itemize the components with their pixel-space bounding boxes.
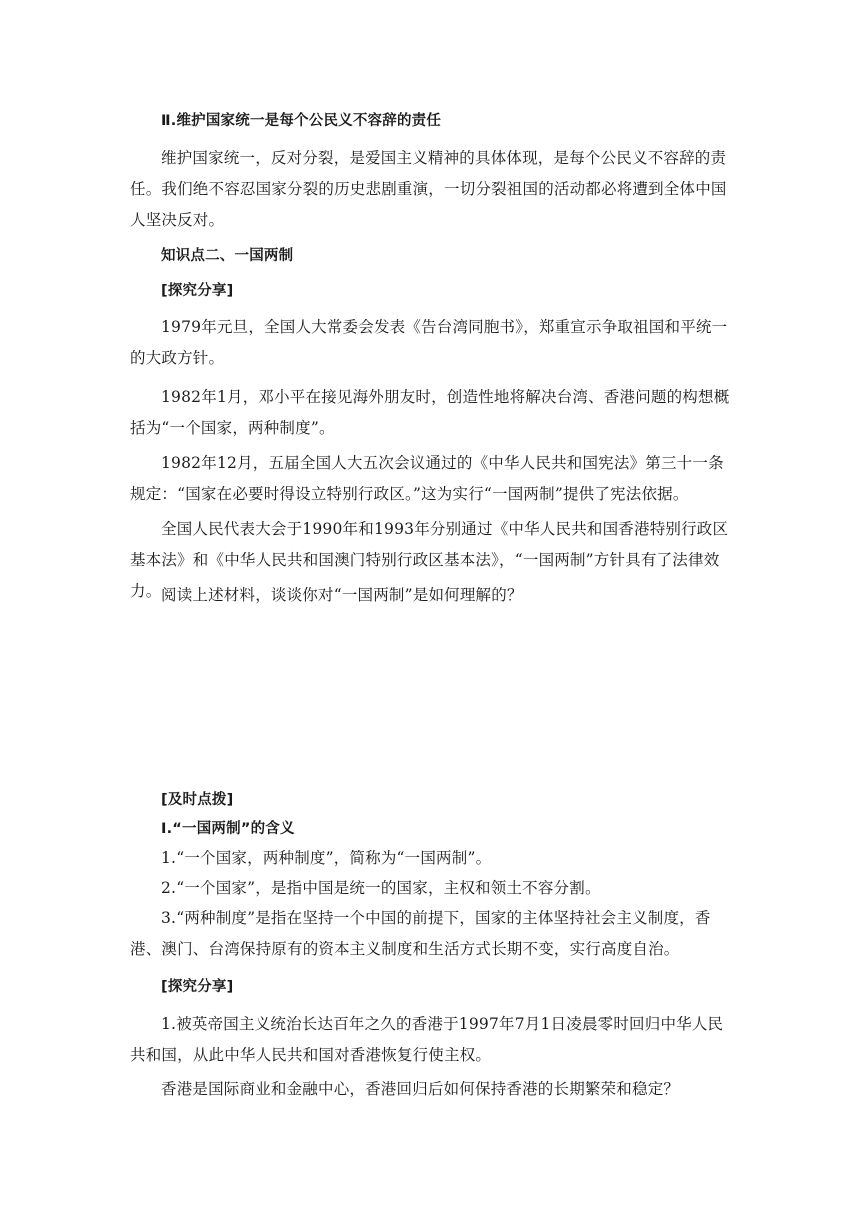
paragraph-question: 阅读上述材料，谈谈你对“一国两制”是如何理解的？ (161, 586, 523, 604)
paragraph-1979: 1979年元旦，全国人大常委会发表《告台湾同胞书》，郑重宣示争取祖国和平统一的大政方针。 (130, 318, 728, 367)
paragraph-1982-jan: 1982年1月，邓小平在接见海外朋友时，创造性地将解决台湾、香港问题的构想概括为“一个国家，两种制度”。 (130, 388, 730, 437)
timely-tip-label: [及时点拨] (161, 792, 234, 808)
list-item-1: 1.“一个国家，两种制度”，简称为“一国两制”。 (161, 849, 492, 867)
paragraph-1982-dec: 1982年12月，五届全国人大五次会议通过的《中华人民共和国宪法》第三十一条规定：“国家在必要时得设立特别行政区。”这为实行“一国两制”提供了宪法依据。 (130, 454, 724, 503)
knowledge-point-heading: 知识点二、一国两制 (161, 248, 294, 264)
section-heading-unity-duty: Ⅱ.维护国家统一是每个公民义不容辞的责任 (161, 113, 442, 129)
list-item-2: 2.“一个国家”，是指中国是统一的国家，主权和领土不容分割。 (161, 879, 601, 897)
paragraph-basic-law: 全国人民代表大会于1990年和1993年分别通过《中华人民共和国香港特别行政区基本法》和《中华人民共和国澳门特别行政区基本法》，“一国两制”方针具有了法律效力。 (130, 520, 729, 600)
explore-share-label: [探究分享] (161, 283, 234, 299)
section-heading-meaning: Ⅰ.“一国两制”的含义 (161, 821, 295, 837)
explore-share-label-2: [探究分享] (161, 979, 234, 995)
paragraph-unity-duty: 维护国家统一，反对分裂，是爱国主义精神的具体体现，是每个公民义不容辞的责任。我们绝不容忍国家分裂的历史悲剧重演，一切分裂祖国的活动都必将遭到全体中国人坚决反对。 (130, 149, 727, 229)
list-item-3: 3.“两种制度”是指在坚持一个中国的前提下，国家的主体坚持社会主义制度，香港、澳门、台湾保持原有的资本主义制度和生活方式长期不变，实行高度自治。 (130, 909, 711, 958)
paragraph-hongkong-return: 1.被英帝国主义统治长达百年之久的香港于1997年7月1日凌晨零时回归中华人民共和国，从此中华人民共和国对香港恢复行使主权。 (130, 1015, 724, 1064)
paragraph-hongkong-question: 香港是国际商业和金融中心，香港回归后如何保持香港的长期繁荣和稳定？ (161, 1080, 680, 1098)
